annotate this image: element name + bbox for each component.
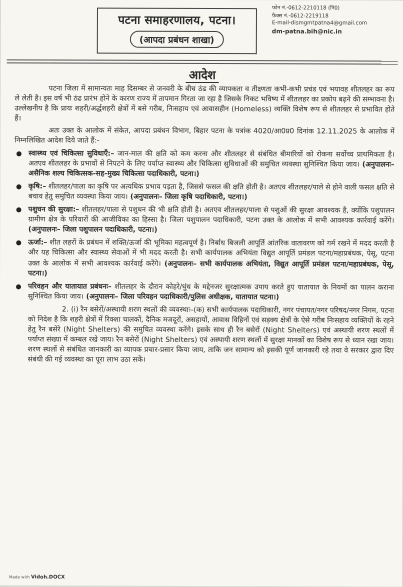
bullet-icon [16, 284, 21, 289]
item-responsibility: (अनुपालनः– जिला पशुपालन पदाधिकारी, पटना।) [28, 224, 158, 235]
item-heading: स्वास्थ्य एवं चिकित्सा सुविधाएँ:– [28, 147, 115, 158]
order-title [1, 65, 403, 83]
item-heading: पशुधन की सुरक्षा:– [28, 204, 80, 214]
directive-paragraph: अतः उक्त के आलोक में संकेत, आपदा प्रबंधन विभाग, बिहार पटना के पत्रांक 4020/आ0प्र0 दिनांक 12.11.2025 के आलोक में निम्नलिखित आदेश दिये जाते हैं:- [14, 125, 395, 146]
item-heading: ऊर्जा:– [28, 237, 48, 247]
order-title-text: आदेश [186, 68, 219, 83]
phone-number: फोन नं.-0612-2210118 (नि0) [271, 5, 340, 12]
letterhead [1, 0, 403, 67]
office-name: पटना समाहरणालय, पटना। [118, 12, 236, 28]
order-body [14, 83, 395, 368]
fax-number: फैक्स नं.-0612-2219118 [271, 12, 329, 20]
website-address: dm-patna.bih@nic.in [271, 28, 342, 36]
office-name-box [97, 8, 257, 55]
item-text: शीतलहर के दौरान कोहरे/धुंध के मद्देनजर सुरक्षात्मक उपाय करते हुए यातायात के नियमों का पालन कराना सुनिश्चित किया जाय। [27, 281, 395, 301]
item-text: शीत लहरों के प्रबंधन में शक्ति/ऊर्जा की भूमिका महत्वपूर्ण है। निर्बाध बिजली आपूर्ति आंतरिक वातावरण को गर्म रखने में मदद करती है और यह चिकित्सा और स्वास्थ्य सेवाओं में भी मदद करती है। सभी कार्यपालक अभियंता विद्युत आपूर्ति प्रमंडल पटना/महाप्रबंधक, पेसू, पटना उक्त के आलोक में सभी आवश्यक कार्रवाई करेंगे। [28, 237, 395, 268]
item-responsibility: (अनुपालनः– जिला कृषि पदाधिकारी, पटना।) [127, 191, 248, 202]
intro-paragraph: पटना जिला में सामान्यतः माह दिसम्बर से जनवरी के बीच ठंढ की व्यापकता व तीक्ष्णता कभी-कभी प्रचंड एवं भयावह शीतलहर का रूप ले लेती है। इस वर्ष भी ठंढ प्रारंभ होने के कारण राज्य में तापमान गिरता जा रहा है जिसके निकट भविष्य में शीतलहर का प्रकोप बढ़ने की सम्भावना है। उल्लेखनीय है कि प्रायः शहरी/अर्द्धशहरी क्षेत्रों में बसे गरीब, निःसहाय एवं आवासहीन (Homeless) व्यक्ति विशेष रूप से शीतलहर से प्रभावित होते हैं। [14, 83, 395, 123]
contact-block [272, 5, 400, 36]
item-responsibility: (अनुपालनः– असैनिक शल्य चिकित्सक-सह-मुख्य चिकित्सा पदाधिकारी, पटना।) [28, 159, 395, 178]
list-item-agriculture [14, 181, 394, 203]
list-item-transport [14, 281, 394, 303]
list-item-health [14, 148, 394, 180]
item-heading: परिवहन और यातायात प्रबंधनः– [28, 281, 112, 291]
department-label: (आपदा प्रबंधन शाखा) [129, 31, 224, 48]
bullet-icon [16, 184, 21, 189]
item-text: जान-माल की क्षति को कम करना और शीतलहर से संबंधित बीमारियों को रोकना सर्वोच्च प्राथमिकता है। अतएव शीतलहर के प्रभावों से निपटने के लिए पर्याप्त स्वास्थ्य और चिकित्सा सुविधाओं की समुचित व्यवस्था सुनिश्चित किया जाय। [28, 148, 395, 169]
bullet-icon [16, 151, 21, 156]
bullet-icon [16, 241, 21, 246]
directive-list [14, 148, 395, 303]
email-address: E-mail-dismgmtpatna4@gmail.com [271, 20, 368, 27]
night-shelter-paragraph: 2. (i) रैन बसेरों/अस्थायी शरण स्थलों की व्यवस्थाः–(क) सभी कार्यपालक पदाधिकारी, नगर पंचायत/नगर परिषद/नगर निगम, पटना को निदेश है कि शहरी क्षेत्रों में रिक्शा चालकों, दैनिक मजदूरों, असहायों, आवास विहिनों एवं सड़क्य क्षेत्रों के ऐसे गरीब निःसहाय व्यक्तियों के रहने हेतु रैन बसेरे (Night Shelters) की समुचित व्यवस्था करेंगे। इसके साथ ही रैन बसेरों (Night Shelters) एवं अस्थायी शरण स्थलों में पर्याप्त संख्या में कम्बल रखे जाय। रैन बसेरों (Night Shelters) एवं अस्थायी शरण स्थलों में सुरक्षा मानकों का विशेष रूप से ध्यान रखा जाय। शरण स्थलों से संबंधित जानकारी का व्यापक प्रचार-प्रसार किया जाय, ताकि जन सामान्य को इसकी पूर्ण जानकारी रहे तथा वे सरकार द्वारा दिए संबंधी की गई व्यवस्था का पूरा लाभ उठा सकें। [27, 304, 394, 365]
item-responsibility: (अनुपालनः– जिला परिवहन पदाधिकारी/पुलिस अधीक्षक, यातायात पटना।) [83, 291, 280, 302]
list-item-livestock [14, 204, 394, 236]
item-heading: कृषि:– [28, 181, 47, 191]
scanner-watermark [9, 574, 65, 580]
item-text: शीतलहर/पाला का कृषि पर अत्यधिक प्रभाव पड़ता है, जिससे फसल की क्षति होती है। अतएव शीतलहर/पाले से होने वाली फसल क्षति से बचाव हेतु समुचित व्यवस्था किया जाय। [28, 181, 395, 201]
item-responsibility: (अनुपालनः– सभी कार्यपालक अभियंता, विद्युत आपूर्ति प्रमंडल पटना/महाप्रबंधक, पेसू, पटना।) [28, 258, 395, 278]
item-text: शीतलहर/पाला से पशुधन की भी क्षति होती है। अतएव शीतलहर/पाला से पशुओं की सुरक्षा आवश्यक है, क्योंकि पशुपालन ग्रामीण क्षेत्र के परिवारों की आजीविका का हिस्सा है। जिला पशुपालन पदाधिकारी, पटना उक्त के आलोक में सभी आवश्यक कार्रवाई करेंगे। [28, 204, 395, 225]
watermark-prefix: Made with [8, 574, 30, 580]
list-item-energy [14, 238, 394, 280]
watermark-brand: Vidoh.DOCX [30, 574, 65, 581]
bullet-icon [16, 207, 21, 212]
